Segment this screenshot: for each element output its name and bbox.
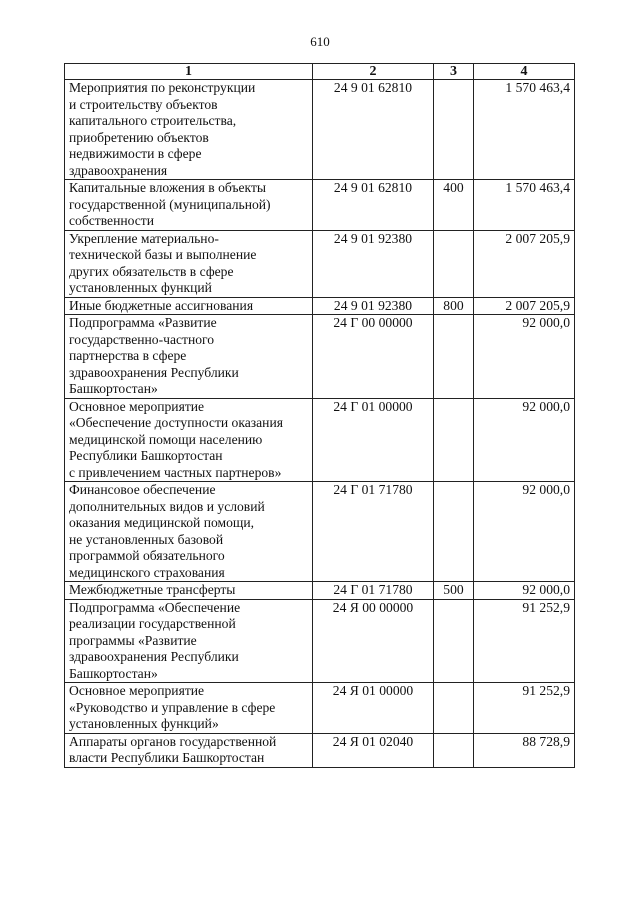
row-description <box>65 180 313 231</box>
row-expense-type <box>434 683 474 734</box>
row-code: 24 Я 01 02040 <box>313 733 434 767</box>
description-line: Башкортостан» <box>69 665 158 681</box>
description-line: технической базы и выполнение <box>69 247 257 262</box>
table-row <box>65 733 575 767</box>
row-description <box>65 733 313 767</box>
description-line: Иные бюджетные ассигнования <box>69 297 254 313</box>
row-code: 24 9 01 62810 <box>313 80 434 180</box>
row-description <box>65 582 313 600</box>
column-header-name: 1 <box>65 64 313 80</box>
row-expense-type <box>434 315 474 399</box>
description-line: Республики Башкортостан <box>69 448 223 463</box>
description-line: Капитальные вложения в объекты <box>69 180 267 195</box>
description-line: реализации государственной <box>69 616 236 631</box>
description-line: оказания медицинской помощи, <box>69 515 255 530</box>
row-description <box>65 599 313 683</box>
row-amount: 92 000,0 <box>474 315 575 399</box>
description-line: здравоохранения <box>69 162 168 178</box>
description-line: и строительству объектов <box>69 96 218 112</box>
description-line: других обязательств в сфере <box>69 263 234 279</box>
table-row <box>65 683 575 734</box>
row-description <box>65 315 313 399</box>
table-body <box>65 80 575 768</box>
table-row <box>65 230 575 297</box>
description-line: Межбюджетные трансферты <box>69 582 236 597</box>
description-line: дополнительных видов и условий <box>69 498 265 514</box>
table-row <box>65 80 575 180</box>
description-line: не установленных базовой <box>69 531 224 547</box>
description-line: Мероприятия по реконструкции <box>69 80 256 95</box>
row-code: 24 Я 01 00000 <box>313 683 434 734</box>
description-line: Подпрограмма «Развитие <box>69 315 217 330</box>
description-line: государственно-частного <box>69 331 215 347</box>
description-line: государственной (муниципальной) <box>69 196 271 212</box>
table-row <box>65 398 575 482</box>
description-line: здравоохранения Республики <box>69 364 239 380</box>
row-amount: 2 007 205,9 <box>474 230 575 297</box>
description-line: приобретению объектов <box>69 129 209 145</box>
description-line: установленных функций» <box>69 716 219 731</box>
row-amount: 92 000,0 <box>474 582 575 600</box>
row-expense-type <box>434 80 474 180</box>
row-code: 24 Г 01 71780 <box>313 482 434 582</box>
row-code: 24 Г 01 00000 <box>313 398 434 482</box>
row-amount: 92 000,0 <box>474 482 575 582</box>
row-amount: 2 007 205,9 <box>474 297 575 315</box>
table-row <box>65 599 575 683</box>
row-amount: 88 728,9 <box>474 733 575 767</box>
description-line: с привлечением частных партнеров» <box>69 464 282 480</box>
description-line: установленных функций <box>69 280 212 295</box>
description-line: программы «Развитие <box>69 632 197 648</box>
description-line: «Обеспечение доступности оказания <box>69 415 283 430</box>
row-expense-type <box>434 230 474 297</box>
description-line: медицинского страхования <box>69 564 225 580</box>
row-expense-type <box>434 398 474 482</box>
row-amount: 91 252,9 <box>474 599 575 683</box>
description-line: власти Республики Башкортостан <box>69 750 265 765</box>
row-code: 24 Г 00 00000 <box>313 315 434 399</box>
row-expense-type <box>434 733 474 767</box>
row-amount: 1 570 463,4 <box>474 180 575 231</box>
row-description <box>65 297 313 315</box>
row-code: 24 Г 01 71780 <box>313 582 434 600</box>
column-header-amount: 4 <box>474 64 575 80</box>
description-line: Аппараты органов государственной <box>69 733 277 749</box>
table-row <box>65 482 575 582</box>
page-number: 610 <box>310 34 330 49</box>
table-row <box>65 297 575 315</box>
budget-table <box>64 63 575 768</box>
row-code: 24 9 01 92380 <box>313 230 434 297</box>
row-expense-type <box>434 482 474 582</box>
description-line: собственности <box>69 213 155 228</box>
description-line: «Руководство и управление в сфере <box>69 699 276 715</box>
description-line: партнерства в сфере <box>69 348 187 363</box>
row-expense-type: 500 <box>434 582 474 600</box>
description-line: здравоохранения Республики <box>69 649 239 664</box>
column-header-code: 2 <box>313 64 434 80</box>
table-row <box>65 582 575 600</box>
row-description <box>65 683 313 734</box>
row-description <box>65 80 313 180</box>
description-line: Основное мероприятие <box>69 683 205 698</box>
row-expense-type: 400 <box>434 180 474 231</box>
column-header-type: 3 <box>434 64 474 80</box>
table-row <box>65 315 575 399</box>
description-line: медицинской помощи населению <box>69 431 263 447</box>
description-line: Укрепление материально- <box>69 230 219 246</box>
row-description <box>65 230 313 297</box>
description-line: недвижимости в сфере <box>69 146 202 161</box>
header-row <box>65 64 575 80</box>
row-amount: 91 252,9 <box>474 683 575 734</box>
description-line: Финансовое обеспечение <box>69 482 216 497</box>
row-expense-type <box>434 599 474 683</box>
row-code: 24 9 01 62810 <box>313 180 434 231</box>
row-amount: 1 570 463,4 <box>474 80 575 180</box>
row-expense-type: 800 <box>434 297 474 315</box>
table-row <box>65 180 575 231</box>
row-description <box>65 398 313 482</box>
description-line: капитального строительства, <box>69 113 237 128</box>
row-code: 24 Я 00 00000 <box>313 599 434 683</box>
description-line: Подпрограмма «Обеспечение <box>69 599 241 615</box>
description-line: Основное мероприятие <box>69 398 205 414</box>
description-line: программой обязательного <box>69 548 225 563</box>
description-line: Башкортостан» <box>69 381 158 396</box>
row-amount: 92 000,0 <box>474 398 575 482</box>
row-description <box>65 482 313 582</box>
row-code: 24 9 01 92380 <box>313 297 434 315</box>
